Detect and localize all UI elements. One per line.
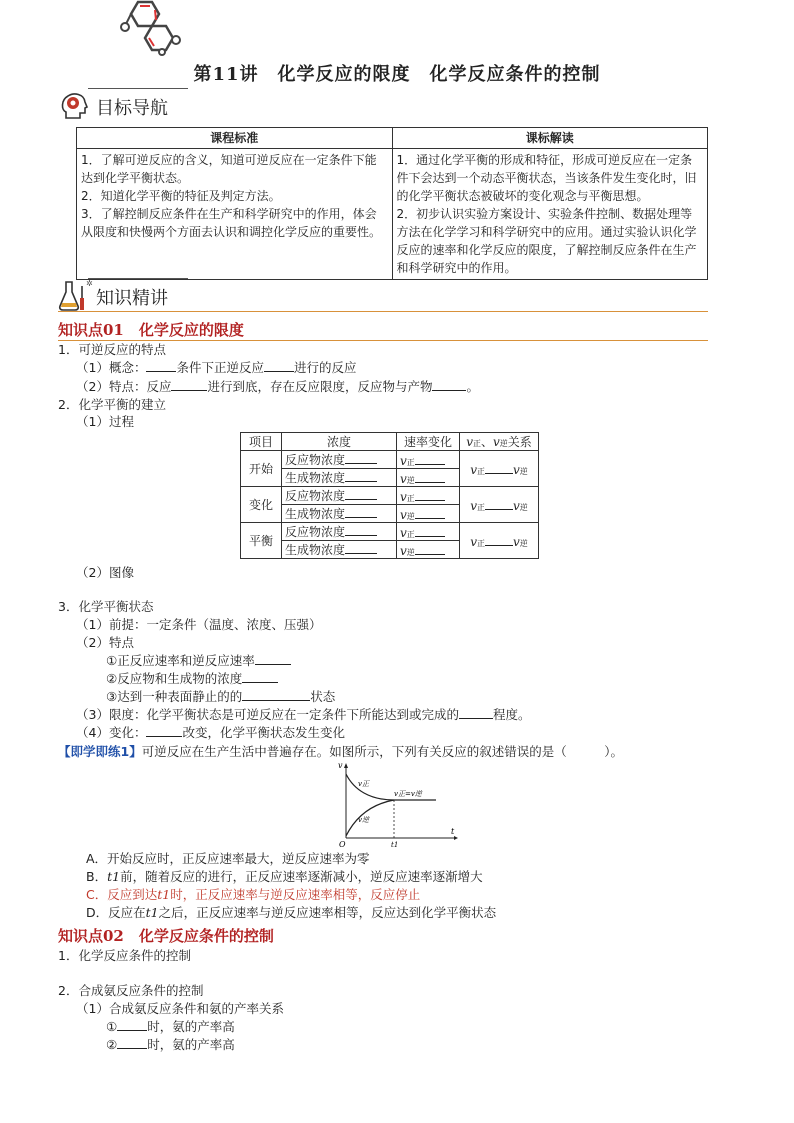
- kp2-s2: 2．合成氨反应条件的控制: [58, 983, 204, 998]
- text-span: （1）概念：: [76, 360, 147, 375]
- goal-table-header: 课程标准: [77, 128, 393, 149]
- t1-label: t1: [391, 841, 399, 848]
- kp1-change: [76, 724, 345, 742]
- standard-item: 2．知道化学平衡的特征及判定方法。: [81, 189, 281, 203]
- page-title: 第11讲 化学反应的限度 化学反应条件的控制: [193, 64, 601, 85]
- text-span: （2）特点：反应: [76, 379, 172, 394]
- kp1-s2: 2．化学平衡的建立: [58, 397, 166, 412]
- text-span: ①: [106, 1019, 118, 1034]
- v-reverse-curve: [346, 800, 394, 836]
- conc-cell: [282, 451, 397, 469]
- blank-field[interactable]: [255, 652, 291, 665]
- text-span: 生成物浓度: [285, 507, 346, 521]
- text-span: 程度。: [492, 707, 531, 722]
- rate-table-header: 速率变化: [397, 433, 460, 451]
- v-reverse-label: v逆: [358, 816, 369, 824]
- text-span: 条件下正逆反应: [176, 360, 264, 375]
- text-span: 时，正反应速率与逆反应速率相等，反应停止: [170, 887, 421, 902]
- practice-tag: 【即学即练1】: [58, 744, 142, 759]
- subscript: 正: [472, 439, 481, 448]
- rate-cell: v逆: [397, 469, 460, 487]
- trait-c: [106, 688, 335, 706]
- text-span: 之后，正反应速率与逆反应速率相等，反应达到化学平衡状态: [158, 905, 497, 920]
- relation-cell: v正 v逆: [460, 451, 539, 487]
- option-b[interactable]: [86, 868, 483, 886]
- x-axis-label: t: [451, 827, 455, 836]
- subscript: 逆: [519, 466, 528, 476]
- text-span: B．: [86, 869, 108, 884]
- conc-cell: [282, 469, 397, 487]
- subscript: 正: [406, 493, 415, 503]
- text-span: ①正反应速率和逆反应速率: [106, 653, 255, 668]
- goal-table: [76, 127, 708, 280]
- trait-b: [106, 670, 278, 688]
- blank-field[interactable]: [146, 724, 182, 737]
- blank-field[interactable]: [459, 706, 493, 719]
- text-span: 前，随着反应的进行，正反应速率逐渐减小，逆反应速率逐渐增大: [120, 869, 483, 884]
- text-span: 生成物浓度: [285, 543, 346, 557]
- section-knowledge-header: [58, 278, 708, 314]
- text-span: （4）变化：: [76, 725, 147, 740]
- rate-cell: v逆: [397, 505, 460, 523]
- rate-table: [240, 432, 539, 559]
- blank-field[interactable]: [117, 1036, 147, 1049]
- subscript: 逆: [499, 439, 508, 448]
- text-span: 。: [466, 379, 479, 394]
- blank-field[interactable]: [345, 505, 377, 518]
- standard-item: 1．了解可逆反应的含义，知道可逆反应在一定条件下能达到化学平衡状态。: [81, 153, 377, 185]
- option-c[interactable]: [86, 886, 420, 904]
- blank-field[interactable]: [415, 488, 445, 501]
- blank-field[interactable]: [117, 1018, 147, 1031]
- blank-field[interactable]: [345, 487, 377, 500]
- var-t1: t1: [157, 887, 171, 902]
- rate-table-header-relation: v正、v逆关系: [460, 433, 539, 451]
- y-axis-label: v: [338, 761, 343, 770]
- var-t1: t1: [145, 905, 159, 920]
- subscript: 逆: [519, 502, 528, 512]
- blank-field[interactable]: [146, 359, 176, 372]
- text-span: ②反应物和生成物的浓度: [106, 671, 243, 686]
- subscript: 正: [477, 502, 485, 512]
- subscript: 逆: [406, 475, 415, 485]
- blank-field[interactable]: [264, 359, 294, 372]
- text-span: 时，氨的产率高: [147, 1037, 235, 1052]
- text-span: 生成物浓度: [285, 471, 346, 485]
- trait-a: [106, 652, 291, 670]
- rate-cell: v正: [397, 523, 460, 541]
- goal-table-cell-standards: [77, 149, 393, 280]
- kp1-title: [58, 319, 708, 340]
- subscript: 正: [477, 466, 485, 476]
- option-d[interactable]: [86, 904, 496, 922]
- stage-label: 开始: [241, 451, 282, 487]
- blank-field[interactable]: [345, 451, 377, 464]
- section-goal-header: [58, 88, 708, 124]
- kp2-s1: 1．化学反应条件的控制: [58, 948, 191, 963]
- kp1-premise: （1）前提：一定条件（温度、浓度、压强）: [76, 617, 322, 632]
- blank-field[interactable]: [171, 378, 207, 391]
- goal-table-header: 课标解读: [392, 128, 708, 149]
- y-axis-arrow-icon: [344, 763, 348, 768]
- blank-field[interactable]: [242, 688, 310, 701]
- kp2-title: [58, 925, 708, 946]
- relation-cell: v正 v逆: [460, 487, 539, 523]
- text-span: 时，氨的产率高: [147, 1019, 235, 1034]
- kp1-limit: [76, 706, 530, 724]
- interpretation-item: 1．通过化学平衡的形成和特征，形成可逆反应在一定条件下会达到一个动态平衡状态，当该条件发生变化时，旧的化学平衡状态被破坏的变化观念与平衡思想。: [396, 153, 697, 203]
- kp1-graph: （2）图像: [76, 565, 134, 580]
- kp1-s1: 1．可逆反应的特点: [58, 342, 166, 357]
- blank-field[interactable]: [345, 469, 377, 482]
- goal-table-cell-interpretation: [392, 149, 708, 280]
- blank-field[interactable]: [345, 523, 377, 536]
- subscript: 正: [477, 538, 485, 548]
- relation-cell: v正 v逆: [460, 523, 539, 559]
- text-span: 关系: [507, 435, 532, 449]
- text-span: 反应物浓度: [285, 525, 346, 539]
- subscript: 逆: [406, 547, 415, 557]
- kp2-s2-1: （1）合成氨反应条件和氨的产率关系: [76, 1001, 284, 1016]
- text-span: 状态: [310, 689, 336, 704]
- kp1-process: （1）过程: [76, 414, 134, 429]
- conc-cell: [282, 505, 397, 523]
- practice-stem: [58, 743, 623, 761]
- v-forward-label: v正: [358, 780, 369, 788]
- subscript: 正: [406, 529, 415, 539]
- conc-cell: [282, 523, 397, 541]
- text-span: D．反应在: [86, 905, 146, 920]
- blank-field[interactable]: [485, 533, 513, 546]
- interpretation-item: 2．初步认识实验方案设计、实验条件控制、数据处理等方法在化学学习和科学研究中的应用。通过实验认识化学反应的速率和化学反应的限度，了解控制反应条件在生产和科学研究中的作用。: [396, 207, 697, 275]
- subscript: 正: [406, 457, 415, 467]
- rate-cell: v正: [397, 487, 460, 505]
- text-span: 可逆反应在生产生活中普遍存在。如图所示，下列有关反应的叙述错误的是（ ）。: [141, 744, 623, 759]
- subscript: 逆: [519, 538, 528, 548]
- origin-label: O: [339, 840, 346, 848]
- stage-label: 变化: [241, 487, 282, 523]
- kp1-s3: 3．化学平衡状态: [58, 599, 154, 614]
- text-span: 改变，化学平衡状态发生变化: [182, 725, 345, 740]
- rate-cell: v逆: [397, 541, 460, 559]
- standard-item: 3．了解控制反应条件在生产和科学研究中的作用，体会从限度和快慢两个方面去认识和调控化学反应的重要性。: [81, 207, 382, 239]
- equal-label: v正=v逆: [394, 790, 422, 798]
- kp1-feature: [76, 378, 479, 396]
- molecule-logo-icon: [118, 0, 198, 56]
- x-axis-arrow-icon: [454, 836, 458, 840]
- blank-field[interactable]: [345, 541, 377, 554]
- brain-head-icon: [58, 90, 90, 122]
- kp1-title-text: 知识点01 化学反应的限度: [58, 321, 244, 339]
- text-span: 进行到底，存在反应限度，反应物与产物: [207, 379, 433, 394]
- option-a[interactable]: A．开始反应时，正反应速率最大，逆反应速率为零: [86, 851, 370, 866]
- blank-field[interactable]: [485, 461, 513, 474]
- blank-field[interactable]: [415, 470, 445, 483]
- rate-table-header: 项目: [241, 433, 282, 451]
- kp2-item-b: [106, 1036, 235, 1054]
- blank-field[interactable]: [415, 542, 445, 555]
- subscript: 逆: [406, 511, 415, 521]
- blank-field[interactable]: [415, 452, 445, 465]
- section-goal-title: 目标导航: [96, 98, 168, 119]
- blank-field[interactable]: [415, 524, 445, 537]
- text-span: 进行的反应: [293, 360, 357, 375]
- var-t1: t1: [107, 869, 121, 884]
- rate-time-graph: [336, 760, 460, 848]
- kp2-item-a: [106, 1018, 235, 1036]
- text-span: 反应物浓度: [285, 453, 346, 467]
- text-span: （3）限度：化学平衡状态是可逆反应在一定条件下所能达到或完成的: [76, 707, 459, 722]
- blank-field[interactable]: [485, 497, 513, 510]
- conc-cell: [282, 541, 397, 559]
- flask-icon: [58, 278, 94, 312]
- blank-field[interactable]: [432, 378, 466, 391]
- rate-cell: v正: [397, 451, 460, 469]
- text-span: C．反应到达: [86, 887, 158, 902]
- section-knowledge-title: 知识精讲: [96, 288, 168, 309]
- kp2-title-text: 知识点02 化学反应条件的控制: [58, 927, 274, 945]
- kp1-concept: [76, 359, 356, 377]
- blank-field[interactable]: [415, 506, 445, 519]
- svg-text:✲: ✲: [86, 279, 93, 288]
- conc-cell: [282, 487, 397, 505]
- blank-field[interactable]: [242, 670, 278, 683]
- kp1-traits: （2）特点: [76, 635, 134, 650]
- text-span: ②: [106, 1037, 118, 1052]
- text-span: ③达到一种表面静止的的: [106, 689, 243, 704]
- text-span: 反应物浓度: [285, 489, 346, 503]
- stage-label: 平衡: [241, 523, 282, 559]
- rate-table-header: 浓度: [282, 433, 397, 451]
